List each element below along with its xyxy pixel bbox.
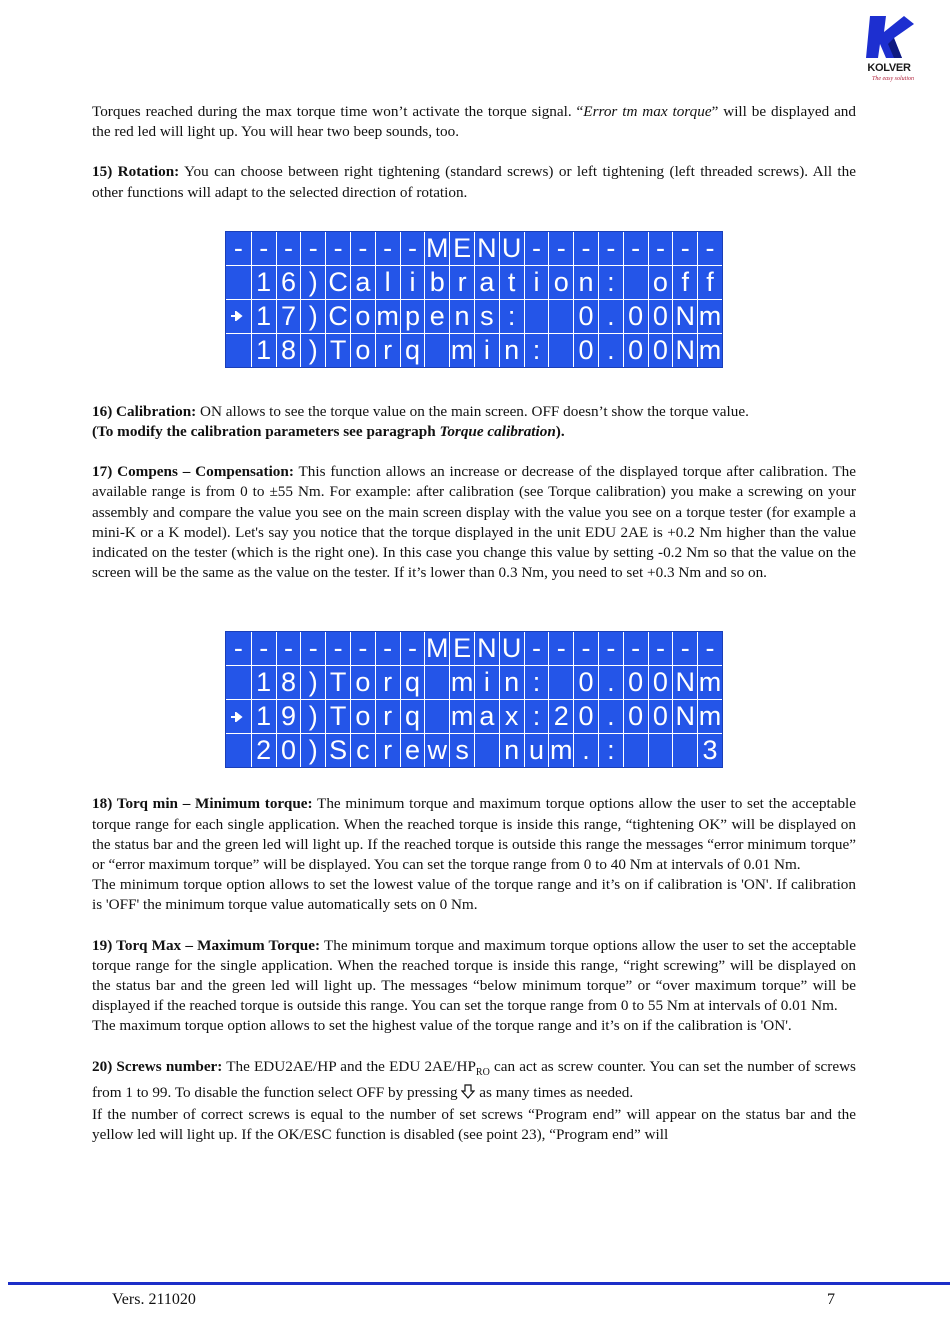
lcd-char: N xyxy=(474,632,499,665)
text-run: If the number of correct screws is equal to the number of set screws “Program end” will appear on the status bar and the yellow led will light up. If the OK/ESC function is disabled (see point 23), “Program end” will xyxy=(92,1106,856,1144)
lcd-char: - xyxy=(300,232,325,265)
lcd-char: - xyxy=(276,632,301,665)
down-arrow-icon xyxy=(461,1084,475,1105)
lcd-char: m xyxy=(376,300,399,331)
lcd-char xyxy=(548,666,573,699)
lcd-char: - xyxy=(672,232,697,265)
lcd-char: i xyxy=(524,266,549,299)
lcd-char: 1 xyxy=(251,666,276,699)
lcd-char: - xyxy=(524,632,549,665)
paragraph-gap xyxy=(92,442,856,462)
text-run: 20) Screws number: xyxy=(92,1057,223,1075)
lcd-char: - xyxy=(697,632,722,665)
lcd-char: 0 xyxy=(648,300,673,333)
text-run: The minimum torque option allows to set the lowest value of the torque range and it’s on if calibration is 'ON'. If calibration is 'OFF' the minimum torque value automatically sets on 0 Nm. xyxy=(92,876,856,914)
kolver-logo-icon xyxy=(864,14,916,62)
lcd-char: 1 xyxy=(251,300,276,333)
lcd-char xyxy=(648,734,673,767)
logo-tagline: The easy solution xyxy=(872,76,914,82)
lcd-char: : xyxy=(524,700,549,733)
lcd-char: - xyxy=(350,232,375,265)
lcd-char: N xyxy=(672,700,697,733)
lcd-char: p xyxy=(400,300,425,333)
lcd-char: 1 xyxy=(251,700,276,733)
lcd-char: 0 xyxy=(623,700,648,733)
lcd-char: ) xyxy=(300,700,325,733)
text-run: The maximum torque option allows to set the highest value of the torque range and it’s on if the calibration is 'ON'. xyxy=(92,1017,792,1035)
lcd-char: M xyxy=(426,633,449,664)
lcd-char: - xyxy=(400,632,425,665)
text-run: The minimum torque and maximum torque options allow the user to set the acceptable torque range for the single application. When the reached torque is inside this range, “right screwing” will be displayed on the status bar and the green led will light up. The messages “below minimum torque” or “over maximum torque” will be displayed if the reached torque is outside this range. You can set the torque range from 0 to 55 Nm at intervals of 0.01 Nm. xyxy=(92,936,857,1015)
lcd-char: r xyxy=(375,666,400,699)
lcd-char: - xyxy=(548,632,573,665)
lcd-char: 0 xyxy=(276,734,301,767)
lcd-char: - xyxy=(233,633,243,664)
lcd-char: n xyxy=(499,734,524,767)
lcd-char: 9 xyxy=(276,700,301,733)
text-run: ). xyxy=(555,423,565,441)
lcd-char: m xyxy=(698,334,722,365)
lcd-char: - xyxy=(573,232,598,265)
lcd-char: q xyxy=(400,334,425,367)
lcd-char xyxy=(623,266,648,299)
lcd-char: - xyxy=(233,232,243,263)
lcd-char: : xyxy=(524,666,549,699)
lcd-char: E xyxy=(449,232,474,265)
paragraph-screws-number xyxy=(92,1057,856,1146)
lcd-char: 0 xyxy=(573,334,598,367)
lcd-char: 0 xyxy=(623,334,648,367)
lcd-char: 7 xyxy=(276,300,301,333)
paragraph-torque-max-time xyxy=(92,102,856,142)
lcd-char: - xyxy=(276,232,301,265)
lcd-row xyxy=(226,333,722,367)
lcd-char: : xyxy=(598,734,623,767)
lcd-char: - xyxy=(251,632,276,665)
lcd-char: 0 xyxy=(573,300,598,333)
paragraph-gap xyxy=(92,142,856,162)
lcd-char: a xyxy=(474,700,499,733)
text-run: as many times as needed. xyxy=(475,1083,634,1101)
lcd-char: c xyxy=(350,734,375,767)
paragraph-compens xyxy=(92,462,856,583)
lcd-char: T xyxy=(325,334,350,367)
lcd-cursor-arrow-icon xyxy=(226,300,251,333)
lcd-char: : xyxy=(524,334,549,367)
paragraph-rotation xyxy=(92,162,856,202)
lcd-char xyxy=(424,334,449,367)
lcd-char: 2 xyxy=(251,734,276,767)
text-run: 18) Torq min – Minimum torque: xyxy=(92,795,313,813)
lcd-char: r xyxy=(375,734,400,767)
text-run: Torque calibration xyxy=(439,423,556,441)
lcd-char xyxy=(474,734,499,767)
lcd-char xyxy=(623,734,648,767)
lcd-char: C xyxy=(325,266,350,299)
lcd-char: r xyxy=(375,334,400,367)
section-calibration-compens xyxy=(92,402,856,584)
lcd-row xyxy=(226,733,722,767)
lcd-char: w xyxy=(424,734,449,767)
lcd-char: x xyxy=(499,700,524,733)
lcd-char xyxy=(226,266,251,299)
page-content xyxy=(92,102,856,1146)
lcd-char: 1 xyxy=(251,334,276,367)
lcd-char: o xyxy=(548,266,573,299)
lcd-char: r xyxy=(375,700,400,733)
lcd-char: s xyxy=(449,734,474,767)
lcd-char: 0 xyxy=(573,666,598,699)
lcd-char: - xyxy=(623,232,648,265)
lcd-char: - xyxy=(598,632,623,665)
text-run: ” will be displayed and the red led will light up. You will hear two beep sounds, too. xyxy=(92,103,856,141)
lcd-char: N xyxy=(672,334,697,367)
lcd-row xyxy=(226,232,722,265)
paragraph-gap xyxy=(92,1037,856,1057)
footer-rule xyxy=(8,1282,950,1285)
lcd-char: r xyxy=(449,266,474,299)
lcd-char: - xyxy=(648,632,673,665)
lcd-char: - xyxy=(598,232,623,265)
lcd-char: 3 xyxy=(697,734,722,767)
lcd-row xyxy=(226,665,722,699)
lcd-char xyxy=(424,666,449,699)
lcd-char: 0 xyxy=(573,700,598,733)
lcd-char: : xyxy=(499,300,524,333)
lcd-char: . xyxy=(598,666,623,699)
lcd-char: m xyxy=(698,300,722,331)
lcd-char: 0 xyxy=(648,666,673,699)
lcd-char: s xyxy=(474,300,499,333)
lcd-char: b xyxy=(424,266,449,299)
lcd-char: 6 xyxy=(276,266,301,299)
paragraph-calibration xyxy=(92,402,856,442)
lcd-char: f xyxy=(697,266,722,299)
lcd-char: m xyxy=(698,667,722,698)
lcd-char: . xyxy=(598,700,623,733)
lcd-char: q xyxy=(400,700,425,733)
lcd-char xyxy=(226,666,251,699)
lcd-char: N xyxy=(672,300,697,333)
lcd-char: N xyxy=(474,232,499,265)
lcd-char: - xyxy=(672,632,697,665)
lcd-char: ) xyxy=(300,300,325,333)
lcd-char: - xyxy=(300,632,325,665)
lcd-char: N xyxy=(672,666,697,699)
lcd-char: n xyxy=(449,300,474,333)
section-torque-screws xyxy=(92,794,856,1145)
lcd-char: n xyxy=(499,334,524,367)
text-run: can act as screw counter. You can set the number of screws from 1 to 99. To disable the function select OFF by pressing xyxy=(92,1057,856,1101)
lcd-char: 8 xyxy=(276,334,301,367)
lcd-row xyxy=(226,265,722,299)
lcd-char: i xyxy=(474,334,499,367)
lcd-char: e xyxy=(424,300,449,333)
lcd-char: o xyxy=(350,334,375,367)
lcd-char: - xyxy=(375,232,400,265)
lcd-char xyxy=(548,300,573,333)
lcd-char: ) xyxy=(300,266,325,299)
text-run: 15) Rotation: xyxy=(92,163,180,181)
text-run: (To modify the calibration parameters see paragraph xyxy=(92,423,440,441)
lcd-char: - xyxy=(548,232,573,265)
lcd-char: 0 xyxy=(623,300,648,333)
lcd-char: m xyxy=(698,701,722,732)
lcd-char: U xyxy=(499,632,524,665)
lcd-char: S xyxy=(325,734,350,767)
lcd-char: o xyxy=(350,700,375,733)
lcd-cursor-arrow-icon xyxy=(226,700,251,733)
page-number: 7 xyxy=(827,1291,835,1308)
lcd-char: - xyxy=(573,632,598,665)
lcd-char: i xyxy=(400,266,425,299)
lcd-menu-display-2 xyxy=(225,631,723,768)
lcd-char: 8 xyxy=(276,666,301,699)
lcd-char: ) xyxy=(300,334,325,367)
lcd-char: u xyxy=(524,734,549,767)
lcd-char: a xyxy=(350,266,375,299)
text-run: 17) Compens – Compensation: xyxy=(92,463,294,481)
lcd-char: 0 xyxy=(648,334,673,367)
lcd-char xyxy=(524,300,549,333)
text-run: 19) Torq Max – Maximum Torque: xyxy=(92,936,321,954)
logo-brand: KOLVER xyxy=(867,62,911,74)
lcd-char: T xyxy=(325,700,350,733)
lcd-char: 2 xyxy=(548,700,573,733)
lcd-char: t xyxy=(499,266,524,299)
lcd-char: ) xyxy=(300,666,325,699)
text-run: Error tm max torque xyxy=(583,103,712,120)
lcd-char: - xyxy=(697,232,722,265)
lcd-char: - xyxy=(400,232,425,265)
lcd-char: m xyxy=(550,735,573,766)
lcd-char: n xyxy=(573,266,598,299)
lcd-char: U xyxy=(499,232,524,265)
lcd-char: ) xyxy=(300,734,325,767)
lcd-char xyxy=(226,334,251,367)
lcd-char: 0 xyxy=(623,666,648,699)
lcd-char: i xyxy=(474,666,499,699)
text-run: The minimum torque and maximum torque options allow the user to set the acceptable torque range for each single application. When the reached torque is inside this range, “tightening OK” will be displayed on the status bar and the green led will light up. If the reached torque is outside this range the messages “error minimum torque” or “error maximum torque” will be displayed. You can set the torque range from 0 to 40 Nm at intervals of 0.01 Nm. xyxy=(92,795,857,874)
lcd-char: m xyxy=(450,667,474,698)
text-run: 16) Calibration: xyxy=(92,402,197,420)
lcd-row xyxy=(226,699,722,733)
section-intro xyxy=(92,102,856,203)
lcd-char xyxy=(672,734,697,767)
lcd-row xyxy=(226,632,722,665)
lcd-char: E xyxy=(449,632,474,665)
lcd-char: . xyxy=(573,734,598,767)
lcd-char: . xyxy=(598,334,623,367)
lcd-char: e xyxy=(400,734,425,767)
lcd-char: o xyxy=(350,300,375,333)
lcd-char: C xyxy=(325,300,350,333)
lcd-menu-display-1 xyxy=(225,231,723,368)
lcd-char: - xyxy=(325,632,350,665)
text-run: RO xyxy=(475,1066,490,1078)
text-run: ON allows to see the torque value on the main screen. OFF doesn’t show the torque value. xyxy=(196,402,749,420)
lcd-char xyxy=(424,700,449,733)
lcd-char: - xyxy=(623,632,648,665)
lcd-char: a xyxy=(474,266,499,299)
lcd-char: o xyxy=(648,266,673,299)
lcd-char: . xyxy=(598,300,623,333)
kolver-logo xyxy=(858,14,920,86)
lcd-char: m xyxy=(450,701,474,732)
lcd-char: - xyxy=(251,232,276,265)
text-run: This function allows an increase or decrease of the displayed torque after calibration. The available range is from 0 to ±55 Nm. For example: after calibration (see Torque calibration) you make a screwing on your assembly and compare the value you see on the main screen display with the value you see on a torque tester (for example a mini-K or a K model). Let's say you notice that the torque displayed in the unit EDU 2AE is +0.2 Nm higher than the value indicated on the tester (which is the right one). In this case you change this value by setting -0.2 Nm so that the value on the screen will be the same as the value on the tester. If it’s lower than 0.3 Nm, you need to set +0.3 Nm and so on. xyxy=(92,463,857,582)
paragraph-gap xyxy=(92,916,856,936)
lcd-char xyxy=(548,334,573,367)
lcd-char: - xyxy=(375,632,400,665)
lcd-char: 0 xyxy=(648,700,673,733)
lcd-char: 1 xyxy=(251,266,276,299)
text-run: Torques reached during the max torque time won’t activate the torque signal. “ xyxy=(92,103,584,120)
lcd-char: - xyxy=(524,232,549,265)
lcd-char: T xyxy=(325,666,350,699)
lcd-char: l xyxy=(375,266,400,299)
lcd-char: f xyxy=(672,266,697,299)
lcd-char: q xyxy=(400,666,425,699)
lcd-char: - xyxy=(325,232,350,265)
lcd-char: - xyxy=(648,232,673,265)
lcd-char: n xyxy=(499,666,524,699)
paragraph-torq-min xyxy=(92,794,856,915)
lcd-char: M xyxy=(426,232,449,263)
paragraph-torq-max xyxy=(92,936,856,1037)
lcd-char xyxy=(226,734,251,767)
lcd-char: - xyxy=(350,632,375,665)
lcd-char: m xyxy=(450,334,474,365)
lcd-char: : xyxy=(598,266,623,299)
text-run: You can choose between right tightening (standard screws) or left tightening (left threaded screws). All the other functions will adapt to the selected direction of rotation. xyxy=(92,163,856,201)
footer-version: Vers. 211020 xyxy=(112,1291,196,1308)
lcd-char: o xyxy=(350,666,375,699)
text-run: The EDU2AE/HP and the EDU 2AE/HP xyxy=(222,1057,476,1075)
lcd-row xyxy=(226,299,722,333)
